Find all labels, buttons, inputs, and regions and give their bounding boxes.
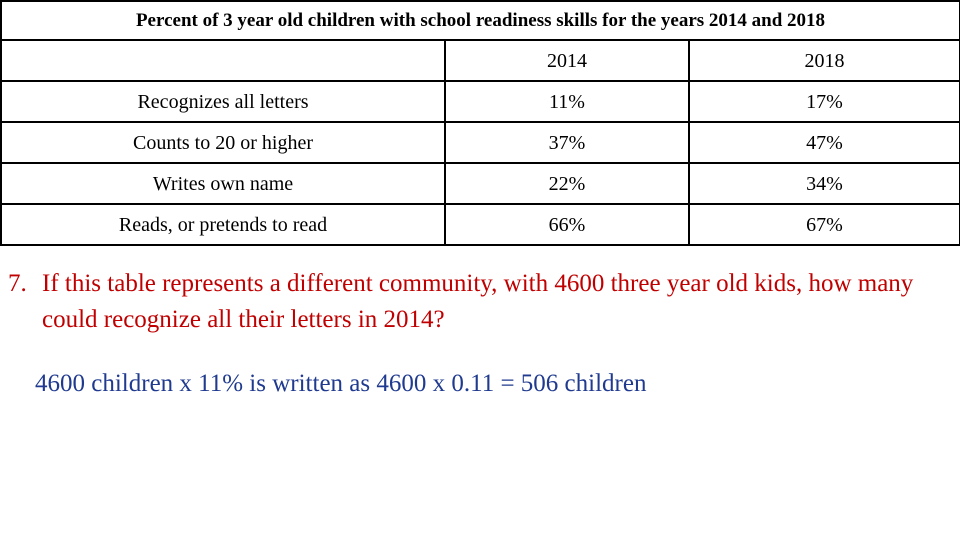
- cell-2014: 22%: [445, 163, 689, 204]
- cell-2018: 67%: [689, 204, 960, 245]
- row-label: Counts to 20 or higher: [1, 122, 445, 163]
- answer-text: 4600 children x 11% is written as 4600 x 0.11 = 506 children: [35, 370, 647, 397]
- row-label: Recognizes all letters: [1, 81, 445, 122]
- table-row: [1, 81, 960, 122]
- cell-2018: 47%: [689, 122, 960, 163]
- cell-2014: 11%: [445, 81, 689, 122]
- header-cell-2018: 2018: [689, 40, 960, 81]
- table-row: [1, 163, 960, 204]
- header-cell-2014: 2014: [445, 40, 689, 81]
- row-label: Writes own name: [1, 163, 445, 204]
- table-header-row: [1, 40, 960, 81]
- question-number: 7.: [8, 270, 27, 297]
- table-title: Percent of 3 year old children with school readiness skills for the years 2014 and 2018: [1, 1, 960, 40]
- table-row: [1, 122, 960, 163]
- row-label: Reads, or pretends to read: [1, 204, 445, 245]
- question-text: If this table represents a different community, with 4600 three year old kids, how many could recognize all their letters in 2014?: [42, 270, 914, 333]
- header-cell-blank: [1, 40, 445, 81]
- cell-2018: 17%: [689, 81, 960, 122]
- table-row: [1, 204, 960, 245]
- table-title-row: [1, 1, 960, 40]
- question-block: [8, 266, 948, 338]
- cell-2018: 34%: [689, 163, 960, 204]
- cell-2014: 37%: [445, 122, 689, 163]
- cell-2014: 66%: [445, 204, 689, 245]
- readiness-table: [0, 0, 960, 246]
